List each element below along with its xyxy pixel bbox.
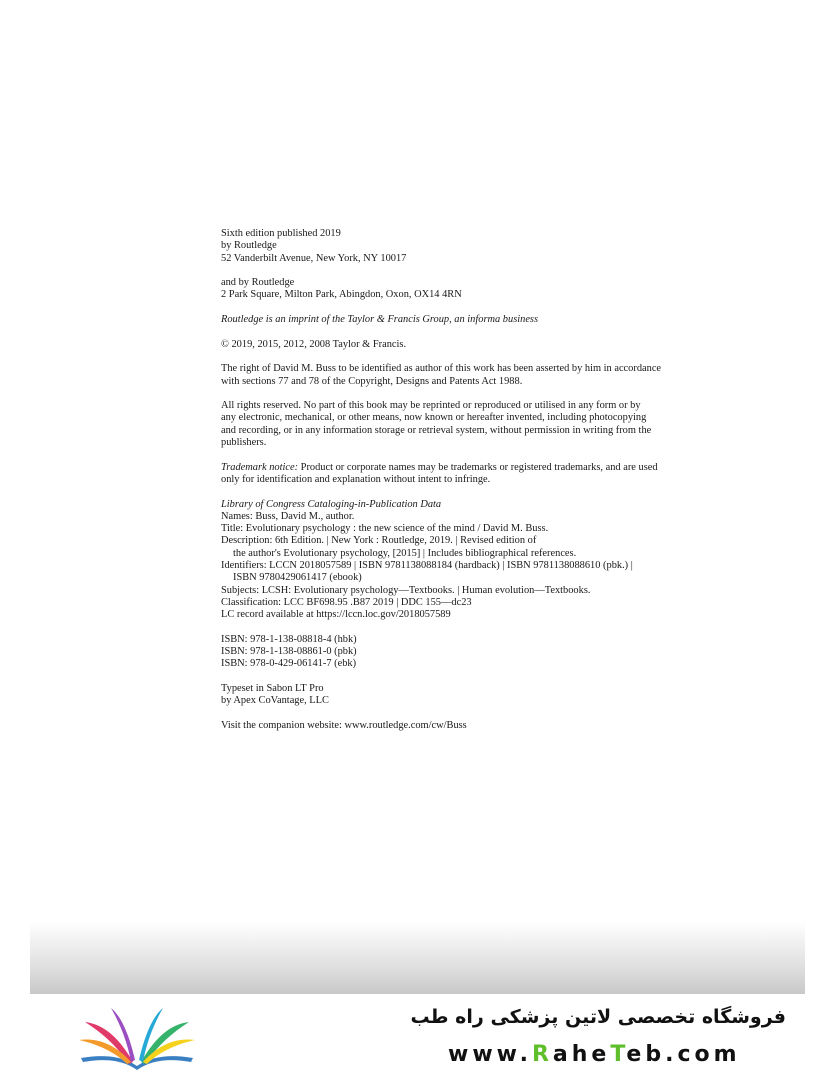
publisher-address: 2 Park Square, Milton Park, Abingdon, Oxon, OX14 4RN [221,289,462,301]
cip-lc-record: LC record available at https://lccn.loc.gov/2018057589 [221,609,451,621]
page-bottom-shadow [30,922,805,994]
cip-data-block [221,499,741,622]
open-book-icon [73,1004,201,1072]
copyright-notice [221,339,741,351]
trademark-notice [221,462,741,487]
text-line: publishers. [221,437,267,449]
text-line: any electronic, mechanical, or other means, now known or hereafter invented, including photocopying [221,412,647,424]
imprint-text: Routledge is an imprint of the Taylor & Francis Group, an informa business [221,314,539,326]
isbn-line: ISBN: 978-0-429-06141-7 (ebk) [221,658,357,670]
publisher-address: 52 Vanderbilt Avenue, New York, NY 10017 [221,252,407,264]
url-part-accent: T [610,1042,627,1067]
text-line: The right of David M. Buss to be identified as author of this work has been asserted by him in accordance [221,363,662,375]
text-line [221,462,741,474]
cip-description-cont: the author's Evolutionary psychology, [2015] | Includes bibliographical references. [233,547,577,559]
publisher-line: and by Routledge [221,277,295,289]
cip-title: Title: Evolutionary psychology : the new science of the mind / David M. Buss. [221,523,549,535]
second-publisher-block [221,277,741,302]
cip-identifiers-cont: ISBN 9780429061417 (ebook) [233,572,362,584]
store-banner [0,994,834,1080]
cip-identifiers: Identifiers: LCCN 2018057589 | ISBN 9781138088184 (hardback) | ISBN 9781138088610 (pbk.) | [221,560,633,572]
text-line: with sections 77 and 78 of the Copyright, Designs and Patents Act 1988. [221,375,523,387]
imprint-note [221,314,741,326]
copyright-page-text [221,228,741,744]
cip-heading: Library of Congress Cataloging-in-Publication Data [221,498,442,510]
url-part-accent: R [531,1042,553,1067]
rights-reserved-notice [221,400,741,449]
isbn-line: ISBN: 978-1-138-08818-4 (hbk) [221,633,357,645]
cip-description: Description: 6th Edition. | New York : Routledge, 2019. | Revised edition of [221,535,537,547]
url-part: eb.com [626,1042,741,1067]
isbn-block [221,634,741,671]
publisher-line: by Routledge [221,240,277,252]
cip-subjects: Subjects: LCSH: Evolutionary psychology—Textbooks. | Human evolution—Textbooks. [221,584,591,596]
cip-classification: Classification: LCC BF698.95 .B87 2019 | DDC 155—dc23 [221,596,472,608]
typeset-block [221,683,741,708]
edition-line: Sixth edition published 2019 [221,228,341,239]
cip-names: Names: Buss, David M., author. [221,510,355,522]
copyright-text: © 2019, 2015, 2012, 2008 Taylor & Francis. [221,338,407,350]
text-line: All rights reserved. No part of this book may be reprinted or reproduced or utilised in any form or by [221,400,641,412]
text-line: only for identification and explanation without intent to infringe. [221,473,491,485]
store-url [448,1042,741,1067]
trademark-text: Product or corporate names may be trademarks or registered trademarks, and are used [298,461,658,473]
trademark-label: Trademark notice: [221,461,299,473]
author-rights-notice [221,363,741,388]
url-part: ahe [552,1042,611,1067]
companion-text: Visit the companion website: www.routledge.com/cw/Buss [221,719,467,731]
companion-website-note [221,720,741,732]
store-name: فروشگاه تخصصی لاتین پزشکی راه طب [410,1006,786,1028]
typeset-line: Typeset in Sabon LT Pro [221,682,324,694]
typeset-line: by Apex CoVantage, LLC [221,695,329,707]
publication-block [221,228,741,265]
text-line: and recording, or in any information storage or retrieval system, without permission in writing from the [221,424,652,436]
url-part: www. [448,1042,532,1067]
isbn-line: ISBN: 978-1-138-08861-0 (pbk) [221,646,357,658]
